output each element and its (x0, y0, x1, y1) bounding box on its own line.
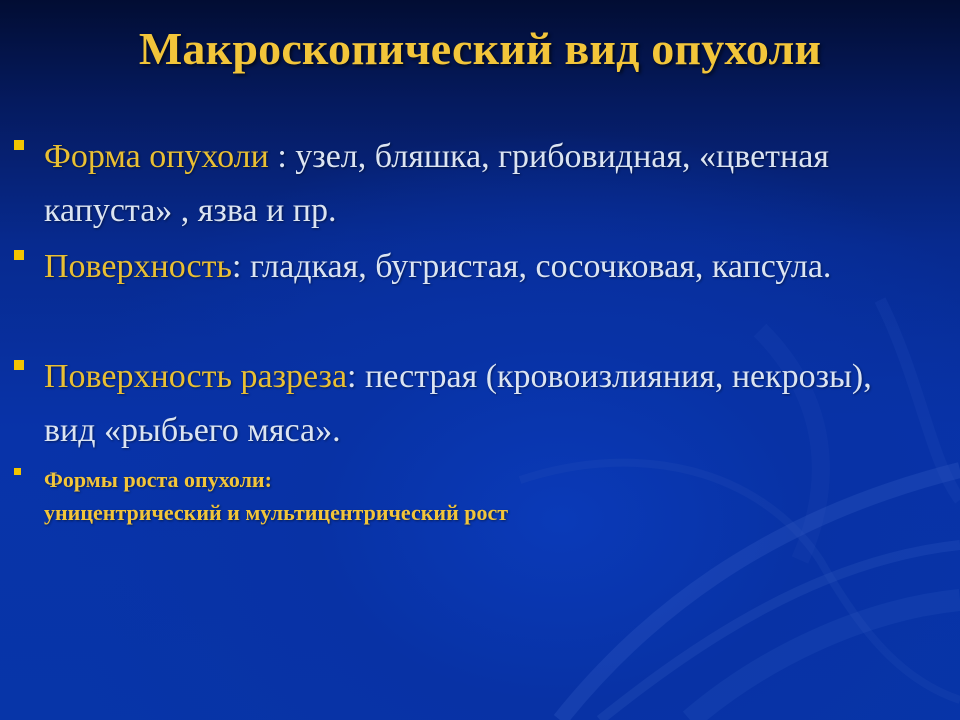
bullet-label: Поверхность разреза (44, 358, 348, 395)
bullet-text (44, 130, 904, 238)
bullet-marker (14, 250, 24, 260)
bullet-text (44, 463, 904, 529)
bullet-body: : узел, бляшка, грибовидная, «цветная капуста» , язва и пр. (44, 138, 829, 229)
bullet-label: Поверхность (44, 248, 232, 285)
growth-forms-detail: уницентрический и мультицентрический рост (44, 500, 509, 525)
bullet-text (44, 240, 904, 294)
bullet-marker (14, 140, 24, 150)
bullet-body: : гладкая, бугристая, сосочковая, капсула. (232, 248, 832, 285)
bullet-marker (14, 360, 24, 370)
bullet-marker (14, 468, 21, 475)
growth-forms-heading: Формы роста опухоли: (44, 467, 272, 492)
bullet-body: : пестрая (кровоизлияния, некрозы), вид «рыбьего мяса». (44, 358, 872, 449)
bullet-text (44, 350, 904, 458)
slide-title: Макроскопический вид опухоли (138, 23, 822, 74)
bullet-label: Форма опухоли (44, 138, 269, 175)
